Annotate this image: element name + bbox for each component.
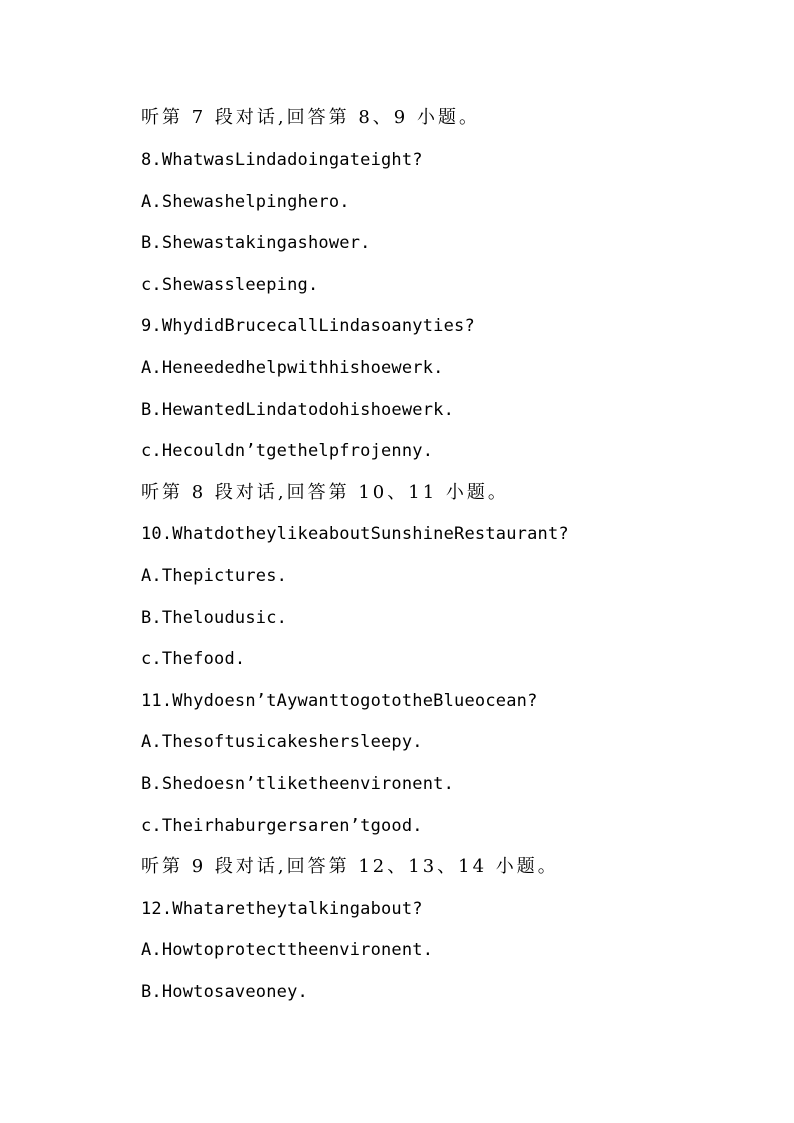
question-8-option-b: B.Shewastakingashower. xyxy=(141,233,371,253)
section-heading-dialogue-9: 听第 9 段对话,回答第 12、13、14 小题。 xyxy=(141,856,559,877)
question-11-option-b: B.Shedoesn’tliketheenvironent. xyxy=(141,774,455,794)
question-9-option-a: A.Heneededhelpwithhishoewerk. xyxy=(141,358,444,378)
question-10-option-c: c.Thefood. xyxy=(141,649,246,669)
question-9: 9.WhydidBrucecallLindasoanyties? xyxy=(141,316,475,336)
question-8-option-c: c.Shewassleeping. xyxy=(141,275,319,295)
question-11: 11.Whydoesn’tAywanttogototheBlueocean? xyxy=(141,691,538,711)
question-10-option-b: B.Theloudusic. xyxy=(141,608,288,628)
question-12-option-a: A.Howtoprotecttheenvironent. xyxy=(141,940,434,960)
section-heading-dialogue-8: 听第 8 段对话,回答第 10、11 小题。 xyxy=(141,482,509,503)
question-10: 10.WhatdotheylikeaboutSunshineRestaurant? xyxy=(141,524,569,544)
question-11-option-c: c.Theirhaburgersaren’tgood. xyxy=(141,816,423,836)
section-heading-dialogue-7: 听第 7 段对话,回答第 8、9 小题。 xyxy=(141,107,480,128)
question-12: 12.Whataretheytalkingabout? xyxy=(141,899,423,919)
question-9-option-c: c.Hecouldn’tgethelpfrojenny. xyxy=(141,441,434,461)
question-12-option-b: B.Howtosaveoney. xyxy=(141,982,308,1002)
question-8-option-a: A.Shewashelpinghero. xyxy=(141,192,350,212)
question-8: 8.WhatwasLindadoingateight? xyxy=(141,150,423,170)
question-10-option-a: A.Thepictures. xyxy=(141,566,288,586)
question-9-option-b: B.HewantedLindatodohishoewerk. xyxy=(141,400,455,420)
question-11-option-a: A.Thesoftusicakeshersleepy. xyxy=(141,732,423,752)
